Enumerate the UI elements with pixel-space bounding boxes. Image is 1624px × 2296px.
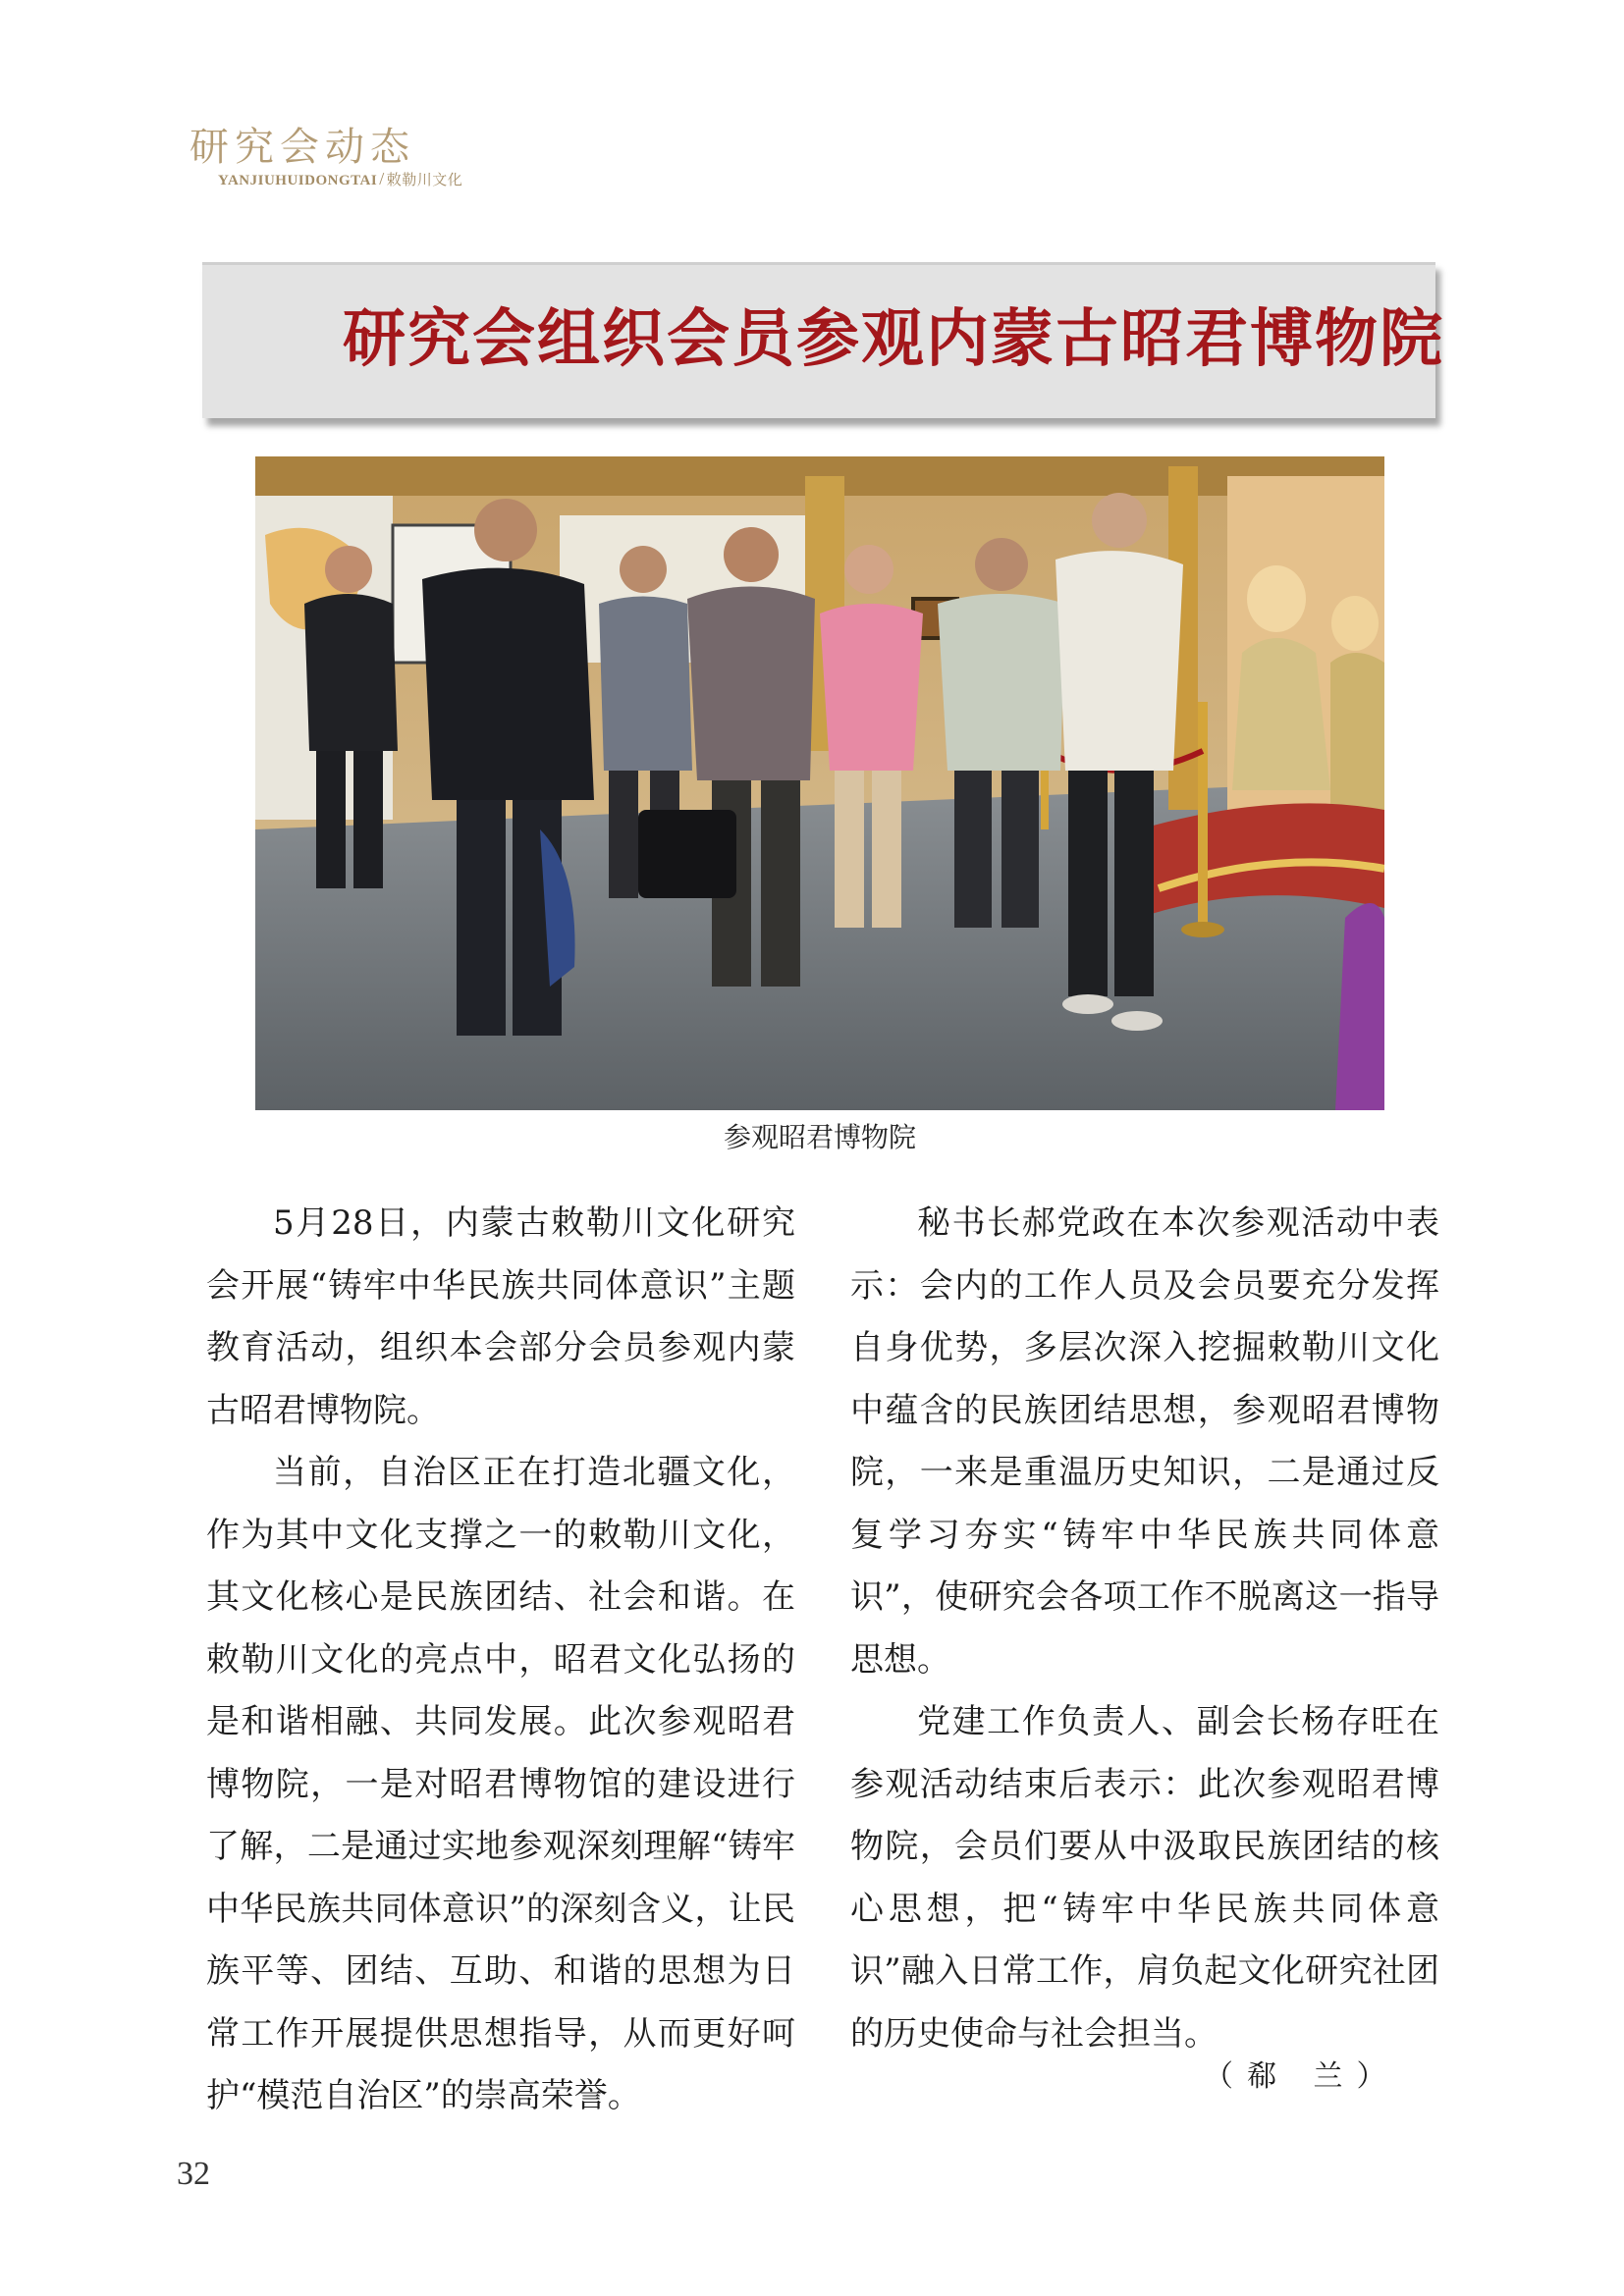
paragraph: 党建工作负责人、副会长杨存旺在参观活动结束后表示：此次参观昭君博物院，会员们要从中汲取民族团结的核心思想，把“铸牢中华民族共同体意识”融入日常工作，肩负起文化研究社团的历史使命与社会担当。	[850, 1702, 1439, 2054]
left-column	[206, 1193, 795, 2128]
paragraph: 5月28日，内蒙古敕勒川文化研究会开展“铸牢中华民族共同体意识”主题教育活动，组织本会部分会员参观内蒙古昭君博物院。	[206, 1203, 795, 1430]
section-pinyin: YANJIUHUIDONGTAI	[218, 173, 378, 188]
article-title: 研究会组织会员参观内蒙古昭君博物院	[343, 303, 1444, 376]
museum-visit-photo	[255, 456, 1384, 1110]
right-column	[850, 1193, 1439, 2065]
title-banner	[202, 262, 1444, 418]
page-number: 32	[177, 2156, 210, 2192]
section-subtitle	[218, 169, 462, 189]
magazine-name: 敕勒川文化	[386, 173, 463, 188]
section-title: 研究会动态	[189, 125, 415, 170]
paragraph: 当前，自治区正在打造北疆文化，作为其中文化支撑之一的敕勒川文化，其文化核心是民族团结、社会和谐。在敕勒川文化的亮点中，昭君文化弘扬的是和谐相融、共同发展。此次参观昭君博物院，一是对昭君博物馆的建设进行了解，二是通过实地参观深刻理解“铸牢中华民族共同体意识”的深刻含义，让民族平等、团结、互助、和谐的思想为日常工作开展提供思想指导，从而更好呵护“模范自治区”的崇高荣誉。	[206, 1453, 795, 2115]
paragraph: 秘书长郝党政在本次参观活动中表示：会内的工作人员及会员要充分发挥自身优势，多层次深入挖掘敕勒川文化中蕴含的民族团结思想，参观昭君博物院，一来是重温历史知识，二是通过反复学习夯实“铸牢中华民族共同体意识”，使研究会各项工作不脱离这一指导思想。	[850, 1203, 1439, 1680]
header-separator: /	[379, 169, 385, 188]
article-author: （郗 兰）	[1204, 2059, 1400, 2094]
photo-caption: 参观昭君博物院	[723, 1121, 916, 1153]
